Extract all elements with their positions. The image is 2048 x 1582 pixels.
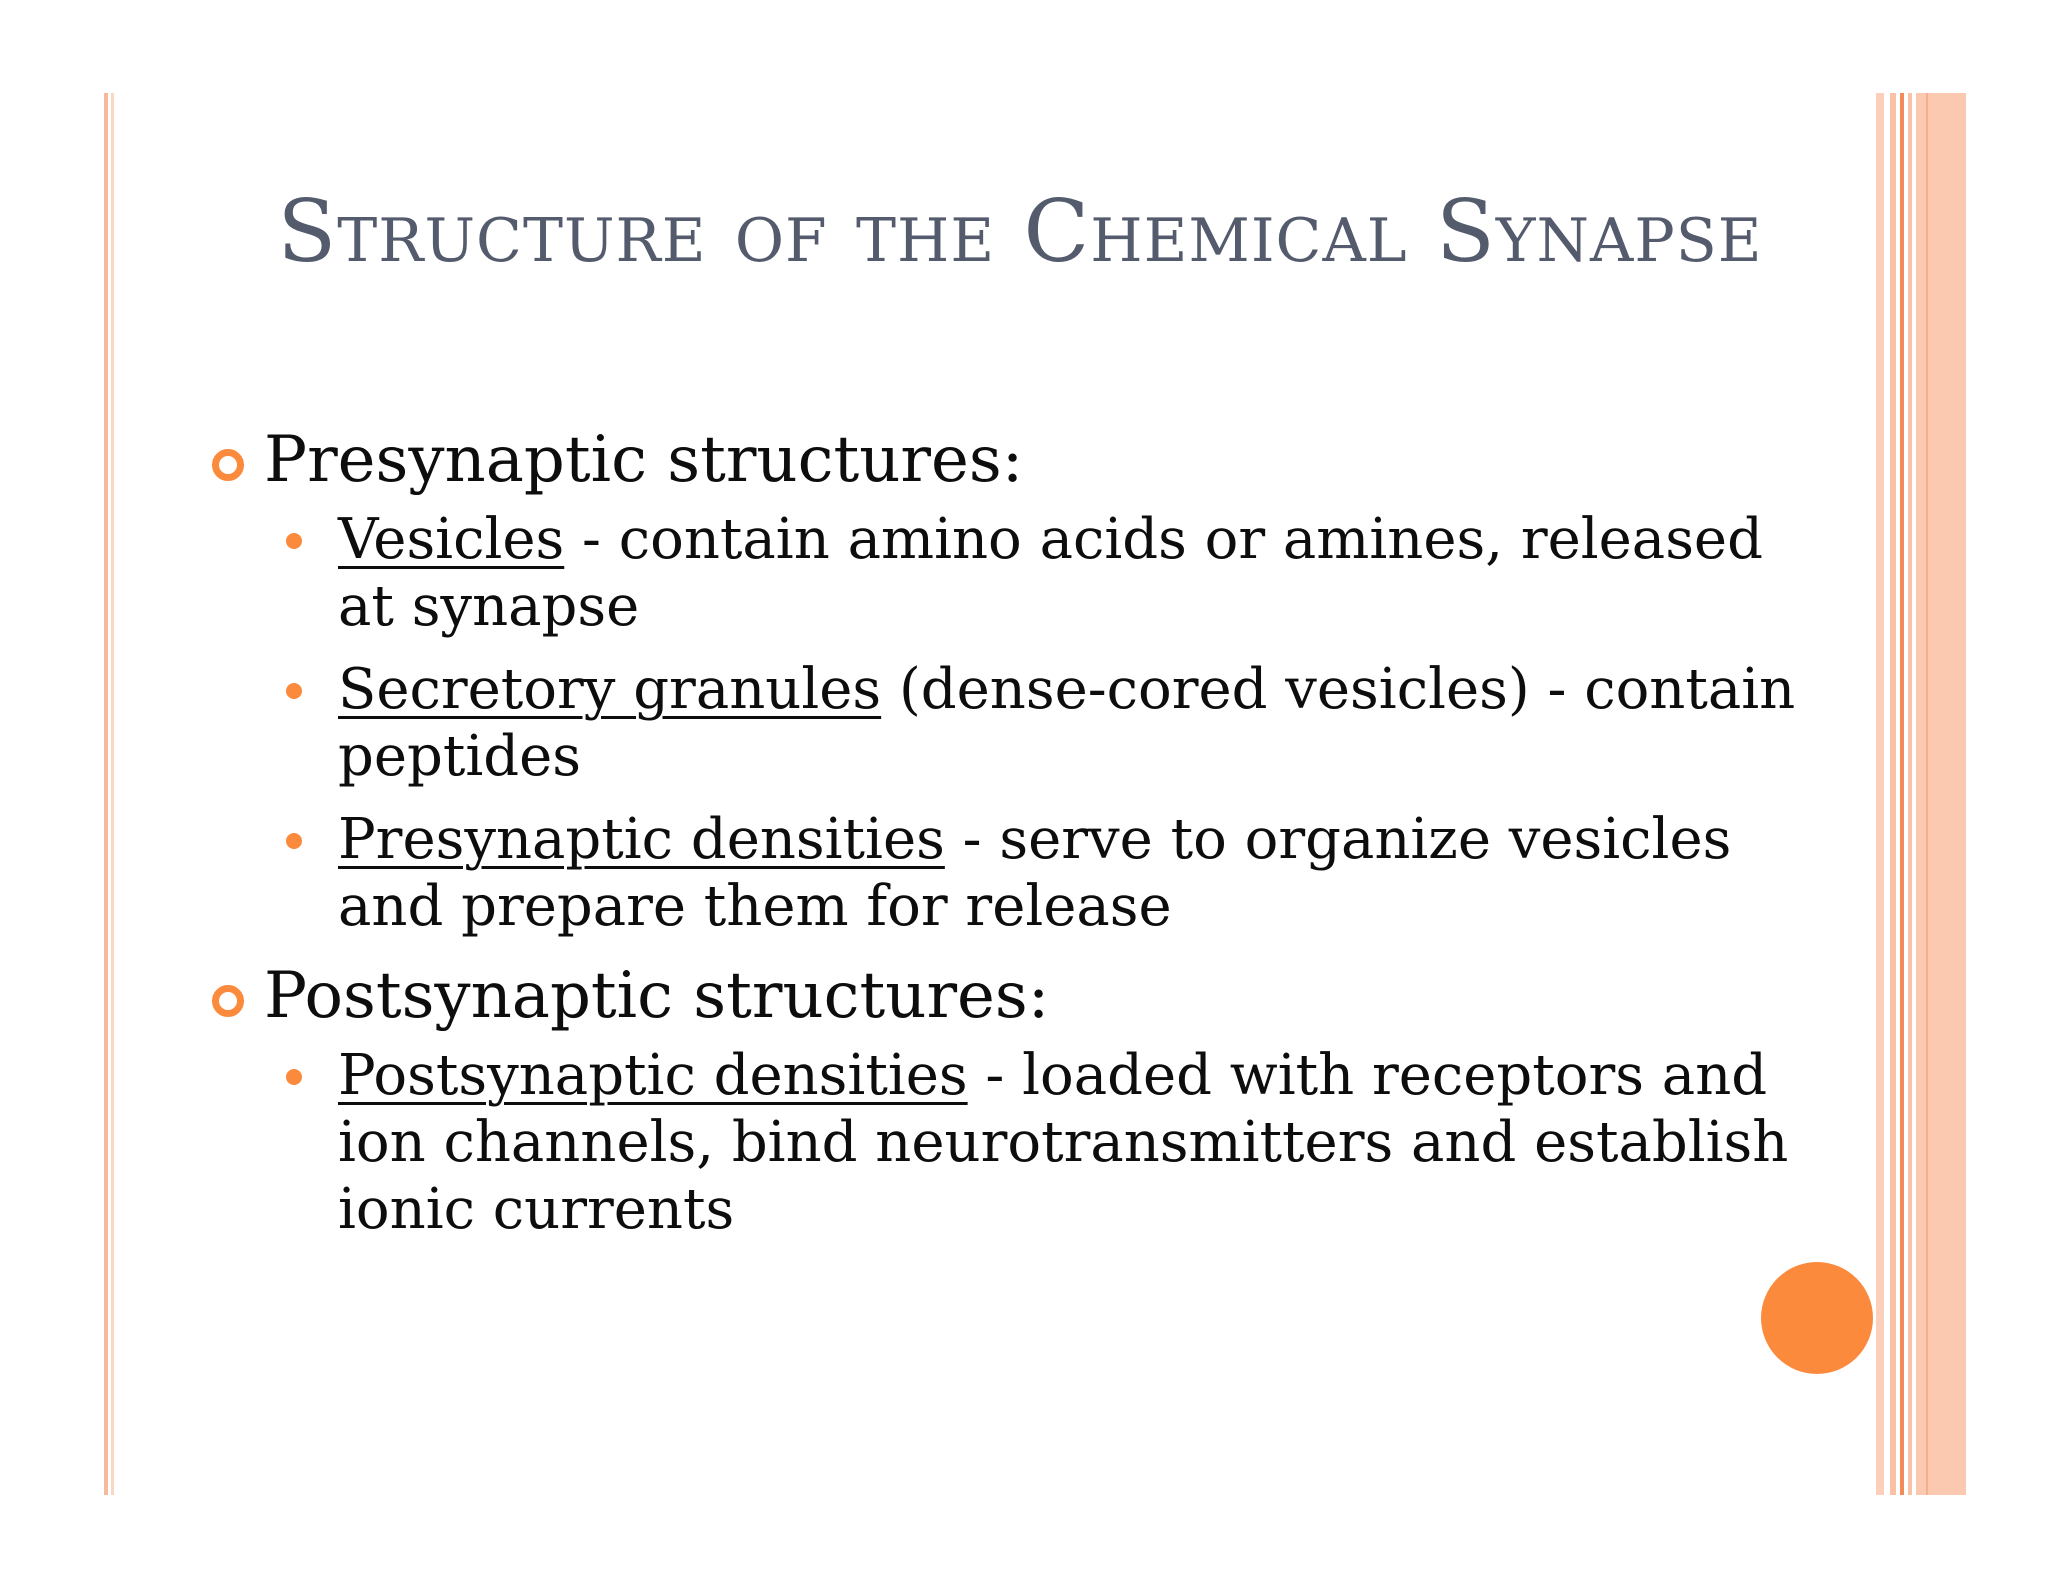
left-border-line bbox=[104, 93, 108, 1495]
dot-bullet-icon bbox=[286, 533, 302, 549]
section-heading-text: Presynaptic structures: bbox=[264, 423, 1024, 497]
item-description: - contain amino acids or amines, released at synapse bbox=[338, 507, 1763, 639]
bullet-list bbox=[206, 1042, 1806, 1243]
stripe bbox=[1926, 93, 1928, 1495]
slide-title: Structure of the Chemical Synapse bbox=[277, 182, 1763, 282]
item-description: - serve to organize vesicles and prepare them for release bbox=[338, 807, 1732, 939]
item-description: (dense-cored vesicles) - contain peptides bbox=[338, 657, 1796, 789]
list-item bbox=[206, 806, 1806, 940]
section-heading bbox=[206, 420, 1806, 500]
slide-content bbox=[206, 420, 1806, 1259]
stripe bbox=[1916, 93, 1966, 1495]
list-item bbox=[206, 506, 1806, 640]
stripe bbox=[1876, 93, 1884, 1495]
dot-bullet-icon bbox=[286, 833, 302, 849]
stripe bbox=[1900, 93, 1904, 1495]
item-term: Postsynaptic densities bbox=[338, 1043, 968, 1108]
section-heading-text: Postsynaptic structures: bbox=[264, 959, 1050, 1033]
list-item bbox=[206, 656, 1806, 790]
stripe bbox=[1908, 93, 1912, 1495]
dot-bullet-icon bbox=[286, 683, 302, 699]
dot-bullet-icon bbox=[286, 1069, 302, 1085]
stripe bbox=[1890, 93, 1896, 1495]
bullet-list bbox=[206, 506, 1806, 940]
item-term: Vesicles bbox=[338, 507, 565, 572]
section-heading bbox=[206, 956, 1806, 1036]
decorative-circle bbox=[1761, 1262, 1873, 1374]
item-description: - loaded with receptors and ion channels, bind neurotransmitters and establish ionic currents bbox=[338, 1043, 1789, 1242]
item-term: Secretory granules bbox=[338, 657, 882, 722]
left-border-line-inner bbox=[111, 93, 114, 1495]
list-item bbox=[206, 1042, 1806, 1243]
right-decorative-stripes bbox=[1876, 93, 1966, 1495]
ring-bullet-icon bbox=[212, 985, 244, 1017]
ring-bullet-icon bbox=[212, 449, 244, 481]
item-term: Presynaptic densities bbox=[338, 807, 945, 872]
